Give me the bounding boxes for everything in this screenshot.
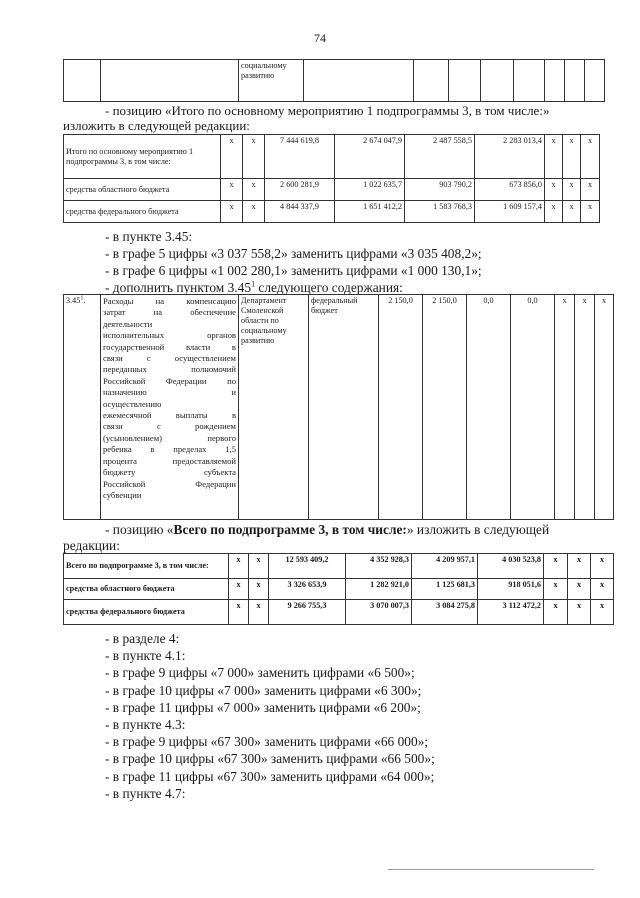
row-value: 9 266 755,3 — [269, 600, 346, 625]
row-value: 673 856,0 — [475, 179, 545, 201]
row-x-cell: x — [221, 201, 243, 223]
itogo-table — [63, 134, 600, 223]
list-item: - в пункте 4.7: — [105, 785, 186, 801]
row-x-cell: x — [563, 201, 581, 223]
vsego-instruction: - позицию «Всего по подпрограмме 3, в том числе:» изложить в следующей — [105, 522, 550, 537]
row-value: 3 326 653,9 — [269, 579, 346, 600]
row-value: 903 790,2 — [405, 179, 475, 201]
row-x-cell: x — [249, 579, 269, 600]
description-line: связи с рождением — [103, 421, 236, 432]
row-label: Всего по подпрограмме 3, в том числе: — [64, 554, 229, 579]
point-source: федеральный бюджет — [309, 295, 379, 520]
point-executor: Департамент Смоленской области по социальному развитию — [239, 295, 309, 520]
add-point-text: - дополнить пунктом 3.45 — [105, 280, 252, 295]
list-item: - в разделе 4: — [105, 631, 180, 646]
point-value-3: 0,0 — [467, 295, 511, 520]
point-number: 3.45$^1$. — [64, 295, 101, 520]
point-value-1: 2 150,0 — [379, 295, 423, 520]
table-row — [64, 579, 614, 600]
row-label: Итого по основному мероприятию 1 подпрограммы 3, в том числе: — [64, 135, 221, 179]
description-line: назначению и — [103, 387, 236, 398]
row-x-cell: x — [229, 579, 249, 600]
description-line: деятельности — [103, 318, 153, 329]
description-line: исполнительных органов — [103, 330, 236, 341]
row-label: средства областного бюджета — [64, 179, 221, 201]
row-x-cell: x — [544, 600, 568, 625]
row-value: 4 844 337,9 — [265, 201, 335, 223]
row-value: 7 444 619,8 — [265, 135, 335, 179]
row-value: 3 084 275,8 — [412, 600, 478, 625]
table-row — [64, 135, 600, 179]
row-value: 12 593 409,2 — [269, 554, 346, 579]
table-row — [64, 201, 600, 223]
row-value: 1 651 412,2 — [335, 201, 405, 223]
footer-rule — [388, 869, 594, 870]
row-value: 3 070 007,3 — [346, 600, 412, 625]
row-value: 1 583 768,3 — [405, 201, 475, 223]
row-value: 4 352 928,3 — [346, 554, 412, 579]
row-value: 2 487 558,5 — [405, 135, 475, 179]
row-value: 3 112 472,2 — [478, 600, 544, 625]
row-x-cell: x — [221, 179, 243, 201]
description-line: ежемесячной выплаты в — [103, 410, 236, 421]
list-item: - в графе 10 цифры «67 300» заменить цифрами «66 500»; — [105, 751, 435, 767]
row-value: 1 609 157,4 — [475, 201, 545, 223]
table-row — [64, 179, 600, 201]
point-x-cell: x — [575, 295, 595, 520]
row-value: 2 674 047,9 — [335, 135, 405, 179]
list-item: - в графе 6 цифры «1 002 280,1» заменить цифрами «1 000 130,1»; — [105, 263, 482, 278]
table-row — [64, 600, 614, 625]
row-x-cell: x — [249, 554, 269, 579]
row-x-cell: x — [591, 554, 614, 579]
row-x-cell: x — [591, 579, 614, 600]
point-description — [101, 295, 239, 520]
row-x-cell: x — [581, 179, 600, 201]
page-number: 74 — [314, 31, 326, 45]
row-x-cell: x — [545, 135, 563, 179]
list-item: - в пункте 4.1: — [105, 648, 186, 664]
description-line: процента предоставляемой — [103, 455, 236, 466]
itogo-instruction-cont: изложить в следующей редакции: — [63, 118, 250, 133]
description-line: переданных полномочий — [103, 364, 236, 375]
row-x-cell: x — [568, 554, 591, 579]
row-value: 1 282 921,0 — [346, 579, 412, 600]
list-item: - в графе 10 цифры «7 000» заменить цифрами «6 300»; — [105, 682, 422, 698]
top-table-executor-cell: социальному развитию — [239, 60, 304, 102]
description-line: Расходы на компенсацию — [103, 296, 236, 306]
add-point-sup: 1 — [251, 279, 256, 289]
row-value: 2 600 281,9 — [265, 179, 335, 201]
row-x-cell: x — [581, 201, 600, 223]
row-label: средства федерального бюджета — [64, 600, 229, 625]
row-x-cell: x — [229, 600, 249, 625]
row-x-cell: x — [563, 135, 581, 179]
row-x-cell: x — [249, 600, 269, 625]
point-value-4: 0,0 — [511, 295, 555, 520]
description-line: связи с осуществлением — [103, 353, 236, 364]
add-point-text-end: следующего содержания: — [255, 280, 403, 295]
list-item: - в графе 9 цифры «7 000» заменить цифрами «6 500»; — [105, 665, 415, 681]
itogo-instruction: - позицию «Итого по основному мероприятию 1 подпрограммы 3, в том числе:» — [105, 103, 550, 118]
row-x-cell: x — [544, 579, 568, 600]
vsego-instruction-cont: редакции: — [63, 538, 120, 553]
list-item: - в графе 11 цифры «67 300» заменить цифрами «64 000»; — [105, 768, 435, 784]
list-item: - в графе 9 цифры «67 300» заменить цифрами «66 000»; — [105, 734, 429, 750]
row-x-cell: x — [544, 554, 568, 579]
row-x-cell: x — [563, 179, 581, 201]
row-value: 918 051,6 — [478, 579, 544, 600]
point-x-cell: x — [595, 295, 614, 520]
description-line: бюджету субъекта — [103, 467, 236, 478]
row-value: 2 283 013,4 — [475, 135, 545, 179]
row-x-cell: x — [229, 554, 249, 579]
description-line: государственной власти в — [103, 341, 236, 352]
row-x-cell: x — [568, 579, 591, 600]
row-value: 1 125 681,3 — [412, 579, 478, 600]
row-value: 1 022 635,7 — [335, 179, 405, 201]
list-item: - в пункте 3.45: — [105, 229, 193, 244]
description-line: Российской Федерации по — [103, 375, 236, 386]
row-x-cell: x — [221, 135, 243, 179]
table-row — [64, 554, 614, 579]
row-x-cell: x — [591, 600, 614, 625]
row-label: средства федерального бюджета — [64, 201, 221, 223]
description-line: субвенции — [103, 489, 142, 500]
row-x-cell: x — [243, 201, 265, 223]
top-table-fragment — [63, 59, 605, 102]
row-x-cell: x — [243, 135, 265, 179]
row-label: средства областного бюджета — [64, 579, 229, 600]
row-x-cell: x — [545, 179, 563, 201]
list-item: - в графе 11 цифры «7 000» заменить цифрами «6 200»; — [105, 699, 421, 715]
point-345-table — [63, 294, 614, 520]
row-x-cell: x — [568, 600, 591, 625]
row-x-cell: x — [545, 201, 563, 223]
description-line: ребенка в пределах 1,5 — [103, 444, 236, 455]
description-line: (усыновлением) первого — [103, 432, 236, 443]
vsego-table — [63, 553, 614, 625]
description-line: осуществлению — [103, 398, 162, 409]
description-line: затрат на обеспечение — [103, 307, 236, 318]
row-value: 4 030 523,8 — [478, 554, 544, 579]
description-line: Российской Федерации — [103, 478, 236, 489]
list-item: - в графе 5 цифры «3 037 558,2» заменить цифрами «3 035 408,2»; — [105, 246, 482, 261]
point-value-2: 2 150,0 — [423, 295, 467, 520]
row-x-cell: x — [243, 179, 265, 201]
point-x-cell: x — [555, 295, 575, 520]
list-item: - в пункте 4.3: — [105, 717, 186, 732]
row-x-cell: x — [581, 135, 600, 179]
row-value: 4 209 957,1 — [412, 554, 478, 579]
